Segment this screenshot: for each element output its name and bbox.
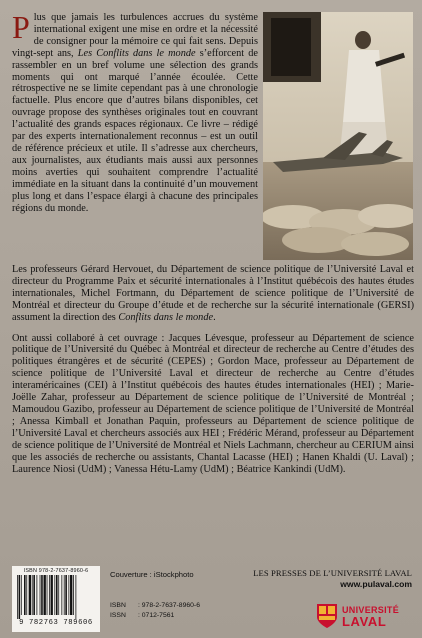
barcode [12, 566, 100, 632]
shield-icon [316, 603, 338, 629]
cover-credit: Couverture : iStockphoto [110, 570, 194, 579]
barcode-bar [58, 575, 59, 615]
barcode-bar [37, 575, 38, 615]
barcode-bar [41, 575, 43, 615]
barcode-number: 9 782763 789606 [19, 619, 93, 627]
barcode-bar [17, 575, 18, 619]
barcode-bar [56, 575, 58, 615]
publisher-name: LES PRESSES DE L’UNIVERSITÉ LAVAL [253, 568, 412, 578]
logo-wordmark [342, 605, 399, 627]
barcode-bar [19, 575, 21, 619]
publisher-url[interactable]: www.pulaval.com [340, 579, 412, 589]
cover-footer [0, 566, 422, 638]
isbn-label: ISBN [110, 602, 126, 609]
universite-laval-logo [316, 603, 412, 629]
barcode-bar [70, 575, 72, 615]
barcode-bar [32, 575, 33, 615]
barcode-icon [15, 575, 97, 619]
barcode-isbn-label: ISBN 978-2-7637-8960-6 [23, 568, 89, 574]
barcode-bar [64, 575, 65, 615]
barcode-bar [68, 575, 69, 615]
barcode-bar [24, 575, 26, 615]
barcode-bar [26, 575, 27, 615]
summary-text-start: lus que jamais les turbulences accrues du système international exigent une mise en ordre et la nécessité de consigner pour la mémoire ce qui fait sens. Depuis vingt-sept ans, [12, 12, 258, 59]
summary-book-title: Les Conflits dans le monde [77, 47, 196, 59]
editors-text-end: . [213, 311, 216, 323]
isbn-issn-block [110, 601, 200, 621]
barcode-bar [33, 575, 35, 615]
barcode-bar [29, 575, 31, 615]
issn-label: ISSN [110, 612, 126, 619]
isbn-line [110, 601, 200, 611]
barcode-bar [65, 575, 67, 615]
issn-value: : 0712-7561 [138, 612, 175, 619]
barcode-bar [47, 575, 48, 615]
isbn-value: : 978-2-7637-8960-6 [138, 602, 200, 609]
cover-text [12, 9, 414, 475]
editors-paragraph [12, 264, 414, 324]
barcode-bar [40, 575, 41, 615]
barcode-bar [49, 575, 50, 615]
issn-line [110, 611, 200, 621]
barcode-bar [21, 575, 22, 615]
barcode-bar [61, 575, 62, 615]
barcode-bar [44, 575, 46, 615]
barcode-bar [54, 575, 55, 615]
summary-text-end: s’efforcent de rassembler en un bref volume une sélection des grands moments qui ont marqué l’année écoulée. Cette rétrospective ne se limite cependant pas à une chronologie factuelle. Plus encore que d’autres bilans disponibles, cet ouvrage propose des synthèses originales tout en couvrant l’actualité des grands espaces régionaux. Ce livre – rédigé par des experts internationalement reconnus – est un outil de référence précieux et utile. Il s’adresse aux chercheurs, aux journalistes, aux étudiants mais aussi aux personnes moins averties qui souhaitent comprendre l’actualité immédiate en la situant dans la continuité d’un mouvement plus long et dans l’espace élargi à chacune des principales régions du monde. [12, 47, 258, 214]
editors-book-title: Conflits dans le monde [118, 311, 214, 323]
drop-cap: P [12, 9, 30, 45]
editors-text: Les professeurs Gérard Hervouet, du Département de science politique de l’Université Laval et directeur du Programme Paix et sécurité internationales à l’Institut québécois des hautes études internationales, Michel Fortmann, du Département de science politique de l’Université de Montréal et directeur du Groupe d’étude et de recherche sur la sécurité internationale (GERSI) assument la direction des [12, 264, 414, 323]
logo-line1: UNIVERSITÉ [342, 605, 400, 615]
barcode-bar [76, 575, 77, 619]
contributors-paragraph: Ont aussi collaboré à cet ouvrage : Jacques Lévesque, professeur au Département de science politique de l’Université du Québec à Montréal et directeur de recherche au Centre d’études des politiques étrangères et de sécurité (CEPES) ; Gordon Mace, professeur au Département de science politique de l’Université Laval et directeur de recherche au Centre d’études interaméricaines (CEI) à l’Institut québécois des hautes études internationales (HEI) ; Marie-Joëlle Zahar, professeur au Département de science politique de l’Université de Montréal ; Mamoudou Gazibo, professeur au Département de science politique de l’Université de Montréal ; Anessa Kimball et Jonathan Paquin, professeurs au Département de science politique de l’Université Laval et chercheurs associés aux HEI ; Frédéric Mérand, professeur au Département de science politique de l’Université de Montréal et Niels Lachmann, chercheur au CERIUM ainsi que les associés de recherche ou assistants, Chantal Lacasse (HEI) ; Hanen Khaldi (U. Laval) ; Laurence Niosi (UdM) ; Vanessa Hétu-Lamy (UdM) ; Béatrice Kankindi (UdM). [12, 332, 414, 475]
photo-wrap-spacer [258, 12, 414, 264]
publisher [253, 568, 412, 589]
logo-line2: LAVAL [342, 614, 387, 629]
barcode-bar [51, 575, 53, 615]
barcode-bar [73, 575, 74, 615]
